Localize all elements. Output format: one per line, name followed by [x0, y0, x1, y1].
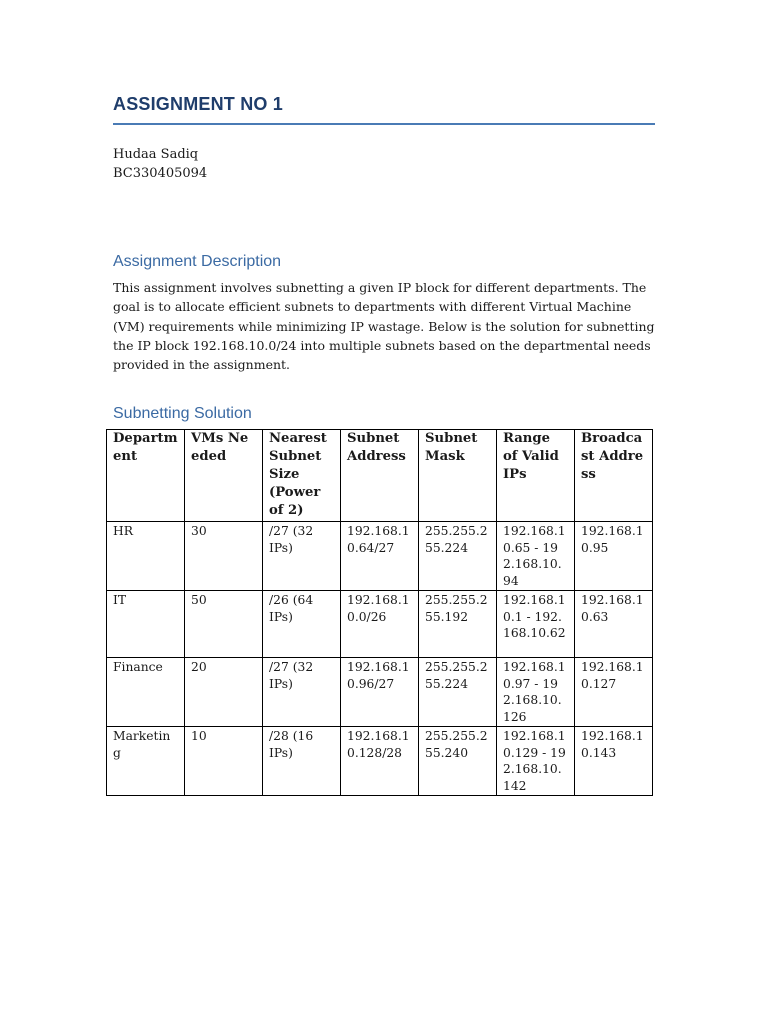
table-row [107, 522, 653, 591]
table-cell: 255.255.255.224 [419, 522, 497, 591]
description-paragraph: This assignment involves subnetting a given IP block for different departments. The goal is to allocate efficient subnets to departments with different Virtual Machine (VM) requirements while minimizing IP wastage. Below is the solution for subnetting the IP block 192.168.10.0/24 into multiple subnets based on the departmental needs provided in the assignment. [113, 280, 655, 373]
column-header: Department [107, 430, 185, 522]
table-cell: 192.168.10.127 [575, 658, 653, 727]
table-cell: 20 [185, 658, 263, 727]
document-title: ASSIGNMENT NO 1 [113, 94, 284, 114]
table-cell: 30 [185, 522, 263, 591]
table-cell: 192.168.10.63 [575, 591, 653, 658]
column-header: Subnet Mask [419, 430, 497, 522]
subnetting-table [106, 429, 653, 796]
table-cell: 192.168.10.96/27 [341, 658, 419, 727]
author-id: BC330405094 [113, 166, 208, 181]
table-cell: 192.168.10.95 [575, 522, 653, 591]
table-row [107, 658, 653, 727]
table-cell: Marketing [107, 727, 185, 796]
table-cell: 192.168.10.64/27 [341, 522, 419, 591]
table-cell: 255.255.255.192 [419, 591, 497, 658]
table-cell: /26 (64 IPs) [263, 591, 341, 658]
table-cell: 255.255.255.240 [419, 727, 497, 796]
table-cell: /27 (32 IPs) [263, 658, 341, 727]
author-block [113, 145, 207, 183]
table-cell: /27 (32 IPs) [263, 522, 341, 591]
table-cell: 192.168.10.0/26 [341, 591, 419, 658]
table-cell: HR [107, 522, 185, 591]
table-row [107, 727, 653, 796]
column-header: Nearest Subnet Size (Power of 2) [263, 430, 341, 522]
table-row [107, 591, 653, 658]
description-heading: Assignment Description [113, 253, 282, 270]
table-cell: 192.168.10.65 - 192.168.10.94 [497, 522, 575, 591]
table-cell: 192.168.10.97 - 192.168.10.126 [497, 658, 575, 727]
table-cell: 10 [185, 727, 263, 796]
table-cell: 50 [185, 591, 263, 658]
table-cell: 192.168.10.143 [575, 727, 653, 796]
table-cell: /28 (16 IPs) [263, 727, 341, 796]
table-cell: 255.255.255.224 [419, 658, 497, 727]
table-cell: 192.168.10.1 - 192.168.10.62 [497, 591, 575, 658]
column-header: VMs Needed [185, 430, 263, 522]
table-cell: 192.168.10.129 - 192.168.10.142 [497, 727, 575, 796]
column-header: Broadcast Address [575, 430, 653, 522]
column-header: Subnet Address [341, 430, 419, 522]
author-name: Hudaa Sadiq [113, 147, 199, 162]
table-header-row [107, 430, 653, 522]
table-cell: 192.168.10.128/28 [341, 727, 419, 796]
solution-heading: Subnetting Solution [113, 405, 252, 422]
table-cell: IT [107, 591, 185, 658]
column-header: Range of Valid IPs [497, 430, 575, 522]
table-cell: Finance [107, 658, 185, 727]
title-divider [113, 123, 655, 125]
